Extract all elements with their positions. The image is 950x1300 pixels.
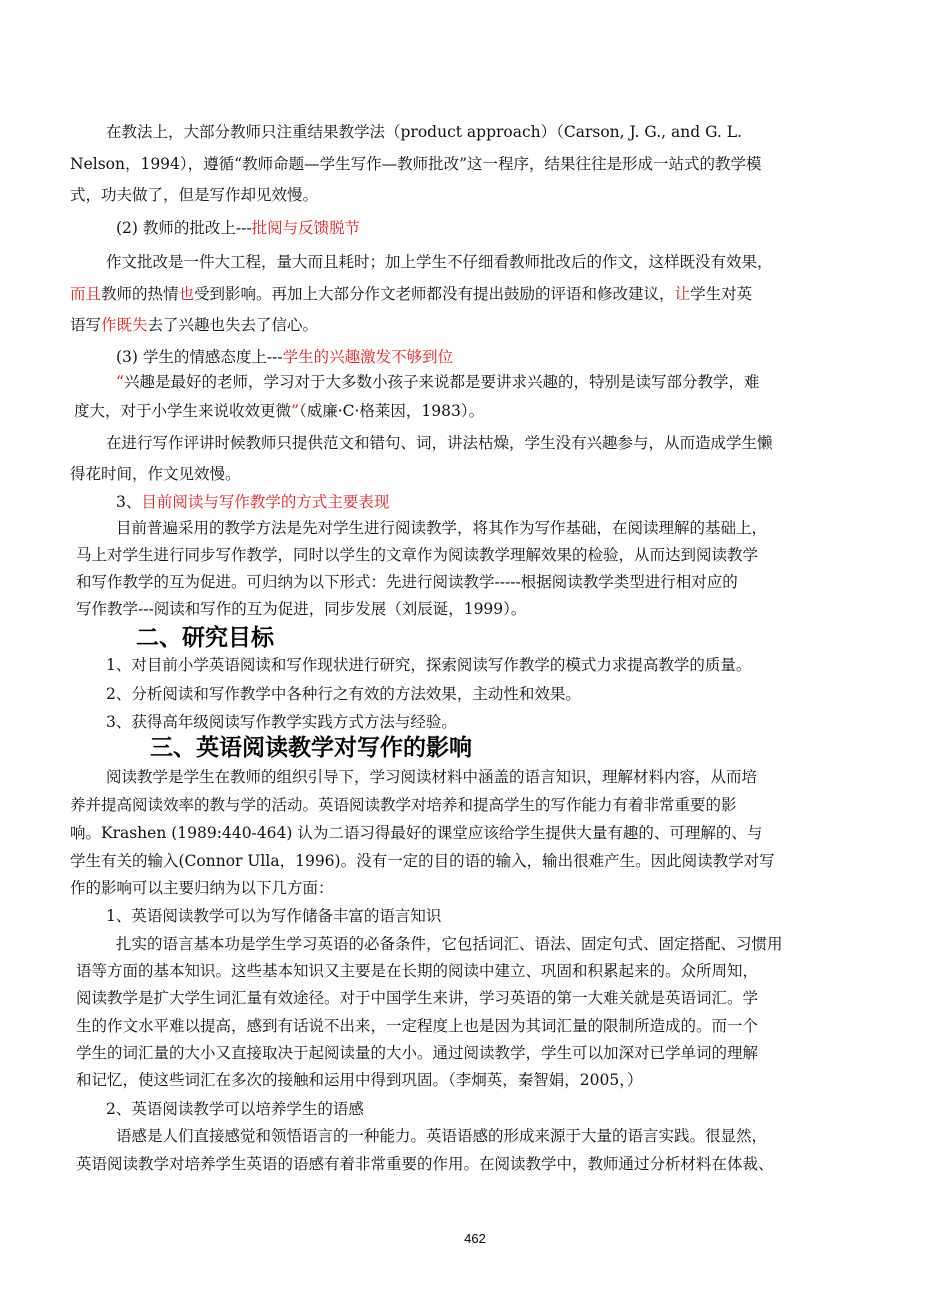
highlight-text: 让 — [674, 285, 691, 303]
goal-item: 1、对目前小学英语阅读和写作现状进行研究，探索阅读写作教学的模式力求提高教学的质量。 — [106, 656, 752, 674]
paragraph-line: 写作教学---阅读和写作的互为促进，同步发展（刘辰诞，1999）。 — [76, 600, 527, 618]
paragraph-line: 作文批改是一件大工程，量大而且耗时；加上学生不仔细看教师批改后的作文，这样既没有效果， — [106, 253, 773, 271]
paragraph-line — [70, 279, 752, 311]
subheading: 2、英语阅读教学可以培养学生的语感 — [106, 1100, 364, 1118]
text-run: 语写 — [70, 316, 102, 334]
paragraph-line: 在进行写作评讲时候教师只提供范文和错句、词，讲法枯燥，学生没有兴趣参与，从而造成学生懒 — [106, 434, 773, 452]
text-run: 受到影响。再加上大部分作文老师都没有提出鼓励的评语和修改建议， — [194, 285, 675, 303]
goal-item: 3、获得高年级阅读写作教学实践方式方法与经验。 — [106, 713, 457, 731]
paragraph-line — [70, 310, 318, 342]
page-number: 462 — [464, 1231, 486, 1246]
paragraph-line: 养并提高阅读效率的教与学的活动。英语阅读教学对培养和提高学生的写作能力有着非常重要的影 — [70, 796, 737, 814]
paragraph-line: 阅读教学是扩大学生词汇量有效途径。对于中国学生来讲，学习英语的第一大难关就是英语词汇。学 — [76, 989, 759, 1007]
subheading — [116, 213, 360, 245]
subheading: 1、英语阅读教学可以为写作储备丰富的语言知识 — [106, 907, 442, 925]
goal-item: 2、分析阅读和写作教学中各种行之有效的方法效果，主动性和效果。 — [106, 685, 581, 703]
section-heading: 二、研究目标 — [136, 625, 274, 651]
text-run: 学生对英 — [690, 285, 753, 303]
paragraph-line: 和记忆，使这些词汇在多次的接触和运用中得到巩固。（李炯英，秦智娟，2005，） — [76, 1071, 643, 1089]
highlight-text: 而且 — [70, 285, 102, 303]
paragraph-line: 学生有关的输入(Connor Ulla，1996)。没有一定的目的语的输入，输出很难产生。因此阅读教学对写 — [70, 852, 775, 870]
paragraph-line: 响。Krashen (1989:440-464) 认为二语习得最好的课堂应该给学生提供大量有趣的、可理解的、与 — [70, 824, 763, 842]
text-run: 度大，对于小学生来说收效更微 — [74, 402, 292, 420]
subheading-prefix: 3、 — [116, 493, 142, 511]
paragraph-line: 扎实的语言基本功是学生学习英语的必备条件，它包括词汇、语法、固定句式、固定搭配、习惯用 — [116, 935, 783, 953]
paragraph-line: 英语阅读教学对培养学生英语的语感有着非常重要的作用。在阅读教学中，教师通过分析材料在体裁、 — [76, 1155, 774, 1173]
highlight-text: 也 — [178, 285, 195, 303]
subheading-highlight: 目前阅读与写作教学的方式主要表现 — [141, 493, 390, 511]
paragraph-line — [74, 396, 484, 428]
paragraph-line: 和写作教学的互为促进。可归纳为以下形式：先进行阅读教学-----根据阅读教学类型进行相对应的 — [76, 573, 738, 591]
paragraph-line: 生的作文水平难以提高，感到有话说不出来，一定程度上也是因为其词汇量的限制所造成的。而一个 — [76, 1017, 759, 1035]
paragraph-line: 语等方面的基本知识。这些基本知识又主要是在长期的阅读中建立、巩固和积累起来的。众所周知， — [76, 962, 759, 980]
subheading-prefix: (2) 教师的批改上--- — [116, 219, 252, 237]
highlight-text: 作既失 — [101, 316, 148, 334]
paragraph-line: 语感是人们直接感觉和领悟语言的一种能力。英语语感的形成来源于大量的语言实践。很显然， — [116, 1127, 768, 1145]
paragraph-line: 马上对学生进行同步写作教学，同时以学生的文章作为阅读教学理解效果的检验，从而达到阅读教学 — [76, 546, 759, 564]
paragraph-line: 得花时间，作文见效慢。 — [70, 465, 241, 483]
paragraph-line: 作的影响可以主要归纳为以下几方面： — [70, 879, 334, 897]
paragraph-line: 在教法上，大部分教师只注重结果教学法（product approach）（Carson, J. G., and G. L. — [106, 123, 742, 141]
text-run: 兴趣是最好的老师，学习对于大多数小孩子来说都是要讲求兴趣的，特别是读写部分教学，难 — [123, 373, 760, 391]
paragraph-line: 学生的词汇量的大小又直接取决于起阅读量的大小。通过阅读教学，学生可以加深对已学单词的理解 — [76, 1044, 759, 1062]
subheading-prefix: (3) 学生的情感态度上--- — [116, 348, 283, 366]
paragraph-line: 式，功夫做了，但是写作却见效慢。 — [70, 186, 319, 204]
paragraph-line: 目前普遍采用的教学方法是先对学生进行阅读教学，将其作为写作基础，在阅读理解的基础上， — [116, 519, 768, 537]
paragraph-line — [116, 367, 759, 399]
text-run: （威廉·C·格莱因，1983）。 — [298, 402, 485, 420]
text-run: 去了兴趣也失去了信心。 — [147, 316, 319, 334]
subheading-highlight: 批阅与反馈脱节 — [251, 219, 361, 237]
text-run: 教师的热情 — [101, 285, 179, 303]
highlight-text: “ — [116, 373, 124, 391]
subheading-highlight: 学生的兴趣激发不够到位 — [282, 348, 454, 366]
highlight-text: ” — [291, 402, 299, 420]
paragraph-line: 阅读教学是学生在教师的组织引导下，学习阅读材料中涵盖的语言知识，理解材料内容，从而培 — [106, 768, 758, 786]
paragraph-line: Nelson，1994），遵循“教师命题—学生写作—教师批改”这一程序，结果往往是形成一站式的教学模 — [70, 155, 762, 173]
section-heading: 三、英语阅读教学对写作的影响 — [150, 735, 472, 761]
